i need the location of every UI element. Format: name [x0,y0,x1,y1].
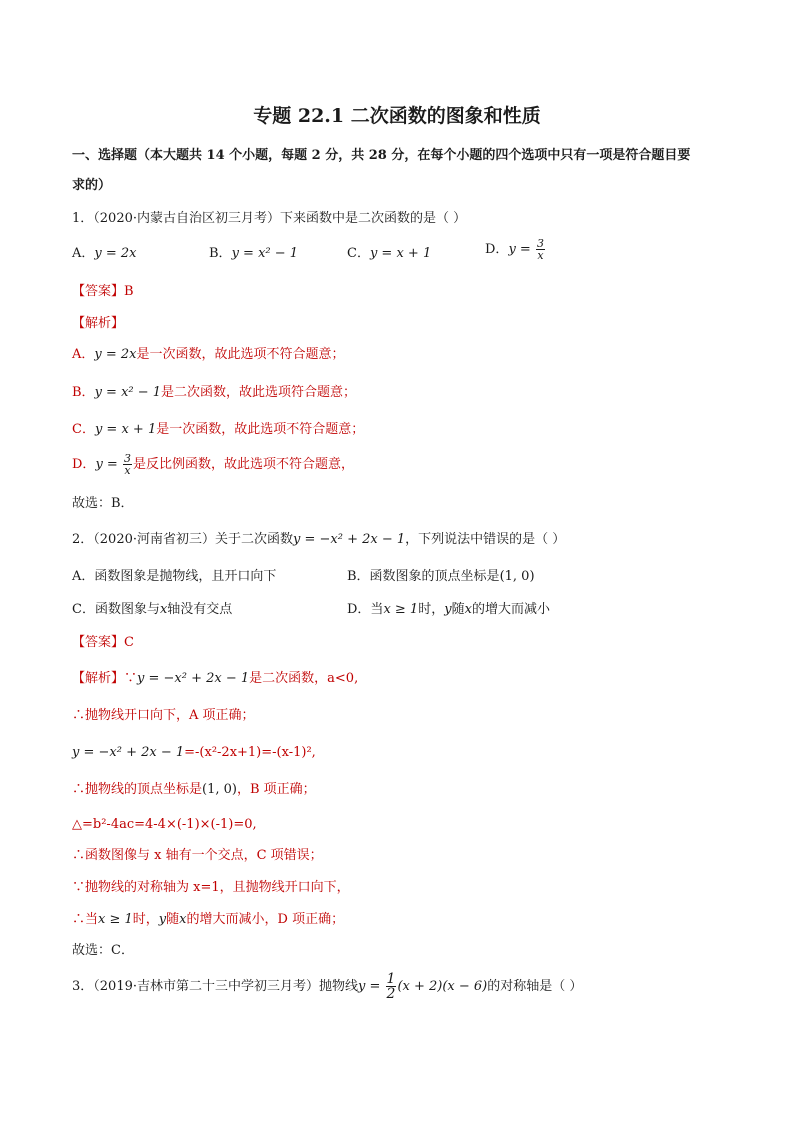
q1-analysis-label: 【解析】 [72,316,125,331]
fraction-denominator: 2 [386,986,396,1002]
fraction-numerator: 3 [536,237,544,250]
expression: y = x² − 1 [94,385,162,400]
q2-option-d: D．当x ≥ 1时，y随x的增大而减小 [347,602,550,617]
q2-option-b: B．函数图象的顶点坐标是(1, 0) [347,569,535,584]
q2-analysis-line1: 【解析】∵y = −x² + 2x − 1是二次函数，a<0, [72,671,359,686]
expression-prefix: y = [358,979,381,994]
q2-stem: 2．（2020·河南省初三）关于二次函数y = −x² + 2x − 1，下列说法中错误的是（ ） [72,532,566,547]
q1-stem: 1．（2020·内蒙古自治区初三月考）下来函数中是二次函数的是（ ） [72,211,467,226]
q2-option-a: A．函数图象是抛物线，且开口向下 [72,569,277,584]
q1-option-a [72,244,137,264]
expression: (1, 0) [202,782,237,797]
expression: y = −x² + 2x − 1 [72,745,185,760]
q2-option-c: C．函数图象与x轴没有交点 [72,602,233,617]
fraction [536,238,545,261]
expression-prefix: y = [95,457,118,472]
option-expression: y = 2x [94,246,137,261]
q2-analysis-line5: △=b²-4ac=4-4×(-1)×(-1)=0, [72,817,257,832]
fraction-denominator: x [537,249,544,262]
q3-stem: 3．（2019·吉林市第二十三中学初三月考）抛物线y = $\frac{1}{2}$ (x + 2)(x − 6)的对称轴是（ ） [72,971,583,1002]
page-title: 专题 22.1 二次函数的图象和性质 [253,105,541,127]
q1-option-b [209,244,298,264]
fraction-denominator: x [124,464,131,477]
expression: y = x + 1 [94,422,157,437]
q2-analysis-line3: y = −x² + 2x − 1=-(x²-2x+1)=-(x-1)², [72,745,316,760]
q1-answer: 【答案】B [72,284,134,299]
q2-analysis-line4: ∴抛物线的顶点坐标是(1, 0)，B 项正确； [72,782,316,797]
q1-explain-b: B．y = x² − 1是二次函数，故此选项符合题意； [72,385,357,400]
option-label: C． [347,246,370,261]
fraction-numerator: 1 [386,971,396,987]
expression: y = 2x [94,347,137,362]
q1-explain-d: D．y = $\frac{3}{x}$ 是反比例函数，故此选项不符合题意， [72,452,354,477]
q1-conclusion: 故选：B． [72,496,134,511]
q2-conclusion: 故选：C． [72,943,134,958]
option-expression: y = x² − 1 [231,246,299,261]
expression: (x + 2)(x − 6) [397,979,488,994]
section-heading-line1: 一、选择题（本大题共 14 个小题，每题 2 分，共 28 分，在每个小题的四个选项中只有一项是符合题目要 [72,148,691,163]
fraction [386,972,397,1001]
q2-analysis-line2: ∴抛物线开口向下，A 项正确； [72,708,255,723]
q1-option-d [485,238,546,261]
section-heading-line2: 求的） [72,178,112,193]
option-label: B． [209,246,232,261]
option-expression-prefix: y = [508,242,531,257]
q1-option-c [347,244,431,264]
fraction-numerator: 3 [123,452,131,465]
q2-analysis-line8: ∴当x ≥ 1时，y随x的增大而减小，D 项正确； [72,912,345,927]
q2-analysis-line7: ∵抛物线的对称轴为 x=1，且抛物线开口向下， [72,880,350,895]
q2-analysis-line6: ∴函数图像与 x 轴有一个交点，C 项错误； [72,848,323,863]
expression: y = −x² + 2x − 1 [293,532,406,547]
expression: y = −x² + 2x − 1 [137,671,250,686]
option-expression: y = x + 1 [369,246,432,261]
fraction [123,453,132,476]
option-label: D． [485,242,509,257]
q1-explain-a: A．y = 2x是一次函数，故此选项不符合题意； [72,347,345,362]
expression: (1, 0) [499,569,535,584]
q1-explain-c: C．y = x + 1是一次函数，故此选项不符合题意； [72,422,365,437]
option-label: A． [72,246,95,261]
q2-answer: 【答案】C [72,635,134,650]
